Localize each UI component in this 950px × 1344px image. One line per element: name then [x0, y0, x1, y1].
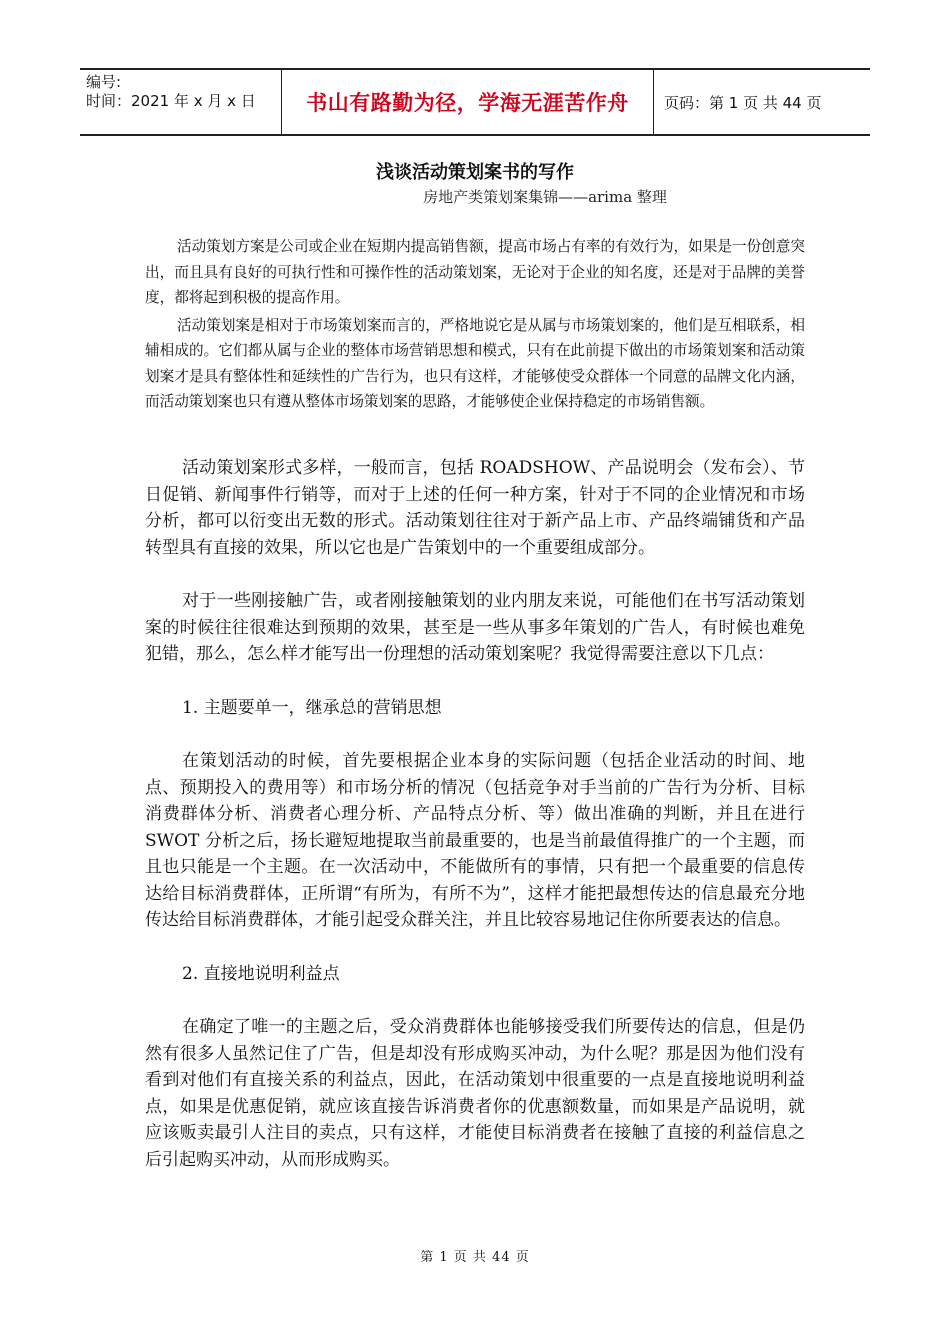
paragraph: 在确定了唯一的主题之后，受众消费群体也能够接受我们所要传达的信息，但是仍然有很多人虽然记住了广告，但是却没有形成购买冲动，为什么呢？那是因为他们没有看到对他们有直接关系的利益点，因此，在活动策划中很重要的一点是直接地说明利益点，如果是优惠促销，就应该直接告诉消费者你的优惠额数量，而如果是产品说明，就应该贩卖最引人注目的卖点，只有这样，才能使目标消费者在接触了直接的利益信息之后引起购买冲动，从而形成购买。	[145, 1017, 805, 1170]
header-page-info: 页码：第 1 页 共 44 页	[664, 93, 822, 112]
header-meta	[80, 70, 282, 134]
header-table	[80, 68, 870, 136]
document-subtitle: 房地产类策划案集锦——arima 整理	[423, 188, 667, 206]
paragraph: 活动策划案是相对于市场策划案而言的，严格地说它是从属与市场策划案的，他们是互相联系，相辅相成的。它们都从属与企业的整体市场营销思想和模式，只有在此前提下做出的市场策划案和活动策划案才是具有整体性和延续性的广告行为，也只有这样，才能够使受众群体一个同意的品牌文化内涵，而活动策划案也只有遵从整体市场策划案的思路，才能够使企业保持稳定的市场销售额。	[145, 316, 805, 410]
paragraph: 活动策划案形式多样，一般而言，包括 ROADSHOW、产品说明会（发布会）、节日促销、新闻事件行销等，而对于上述的任何一种方案，针对于不同的企业情况和市场分析，都可以衍变出无数的形式。活动策划往往对于新产品上市、产品终端铺货和产品转型具有直接的效果，所以它也是广告策划中的一个重要组成部分。	[145, 458, 805, 558]
intro-section	[145, 234, 805, 415]
body-section	[145, 455, 805, 1200]
paragraph: 活动策划方案是公司或企业在短期内提高销售额，提高市场占有率的有效行为，如果是一份创意突出，而且具有良好的可执行性和可操作性的活动策划案，无论对于企业的知名度，还是对于品牌的美誉度，都将起到积极的提高作用。	[145, 238, 805, 306]
doc-code-label: 编号:	[86, 73, 122, 91]
page-footer: 第 1 页 共 44 页	[420, 1250, 530, 1265]
section-heading: 1. 主题要单一，继承总的营销思想	[182, 697, 442, 718]
header-motto: 书山有路勤为径，学海无涯苦作舟	[282, 70, 654, 134]
paragraph: 对于一些刚接触广告，或者刚接触策划的业内朋友来说，可能他们在书写活动策划案的时候往往很难达到预期的效果，甚至是一些从事多年策划的广告人，有时候也难免犯错，那么，怎么样才能写出一份理想的活动策划案呢？我觉得需要注意以下几点：	[145, 591, 805, 664]
doc-date-label: 时间：2021 年 x 月 x 日	[86, 92, 256, 110]
paragraph: 在策划活动的时候，首先要根据企业本身的实际问题（包括企业活动的时间、地点、预期投入的费用等）和市场分析的情况（包括竞争对手当前的广告行为分析、目标消费群体分析、消费者心理分析、产品特点分析、等）做出准确的判断，并且在进行 SWOT 分析之后，扬长避短地提取当前最重要的，也是当前最值得推广的一个主题，而且也只能是一个主题。在一次活动中，不能做所有的事情，只有把一个最重要的信息传达给目标消费群体，正所谓“有所为，有所不为”，这样才能把最想传达的信息最充分地传达给目标消费群体，才能引起受众群关注，并且比较容易地记住你所要表达的信息。	[145, 751, 805, 930]
section-heading: 2. 直接地说明利益点	[182, 963, 340, 984]
document-title: 浅谈活动策划案书的写作	[376, 162, 574, 183]
